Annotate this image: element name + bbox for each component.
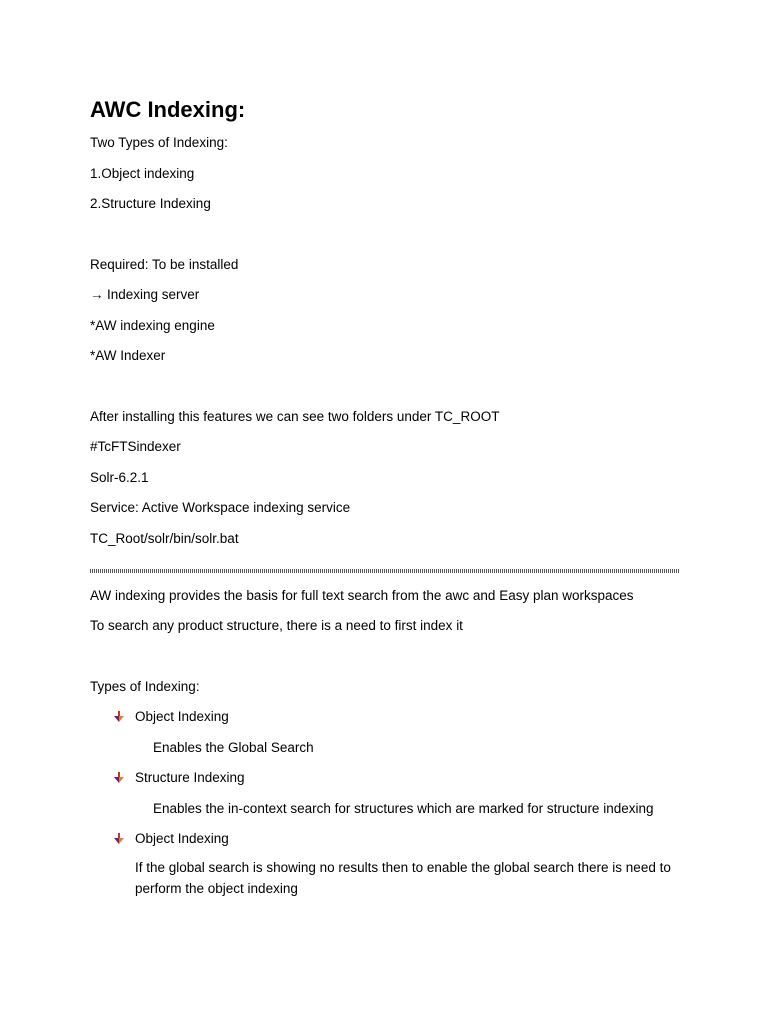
solr-bat-path: TC_Root/solr/bin/solr.bat <box>90 530 239 546</box>
list-item-detail: Enables the in-context search for structures which are marked for structure indexing <box>153 800 654 816</box>
description-line-1: AW indexing provides the basis for full text search from the awc and Easy plan workspaces <box>90 587 634 603</box>
list-item-detail: Enables the Global Search <box>153 739 314 755</box>
type-2: 2.Structure Indexing <box>90 196 211 211</box>
list-item <box>90 708 680 726</box>
bullet-arrow-icon <box>113 772 125 784</box>
indexing-server-item <box>90 286 680 304</box>
document-title: AWC Indexing: <box>90 97 246 122</box>
type-1: 1.Object indexing <box>90 165 195 181</box>
list-item-label: Object Indexing <box>135 709 229 724</box>
folder-tcftsindexer: #TcFTSindexer <box>90 439 181 454</box>
list-item <box>90 830 680 848</box>
service-line: Service: Active Workspace indexing service <box>90 500 351 515</box>
required-heading: Required: To be installed <box>90 256 239 272</box>
description-line-2: To search any product structure, there is a need to first index it <box>90 618 463 633</box>
right-arrow-icon: → <box>90 287 104 302</box>
list-item-label: Object Indexing <box>135 831 229 846</box>
document-body <box>90 96 680 899</box>
types-of-indexing-heading: Types of Indexing: <box>90 678 200 694</box>
aw-indexer-item: *AW Indexer <box>90 348 166 363</box>
list-item <box>90 769 680 787</box>
aw-indexing-engine-item: *AW indexing engine <box>90 317 215 333</box>
bullet-arrow-icon <box>113 833 125 845</box>
indexing-server-label: Indexing server <box>107 287 200 302</box>
folder-solr: Solr-6.2.1 <box>90 469 149 485</box>
list-item-label: Structure Indexing <box>135 770 245 785</box>
bullet-arrow-icon <box>113 711 125 723</box>
types-heading: Two Types of Indexing: <box>90 135 228 150</box>
after-install-sentence: After installing this features we can see two folders under TC_ROOT <box>90 408 500 424</box>
list-item-detail: If the global search is showing no results then to enable the global search there is need to perform the object indexing <box>135 860 671 896</box>
